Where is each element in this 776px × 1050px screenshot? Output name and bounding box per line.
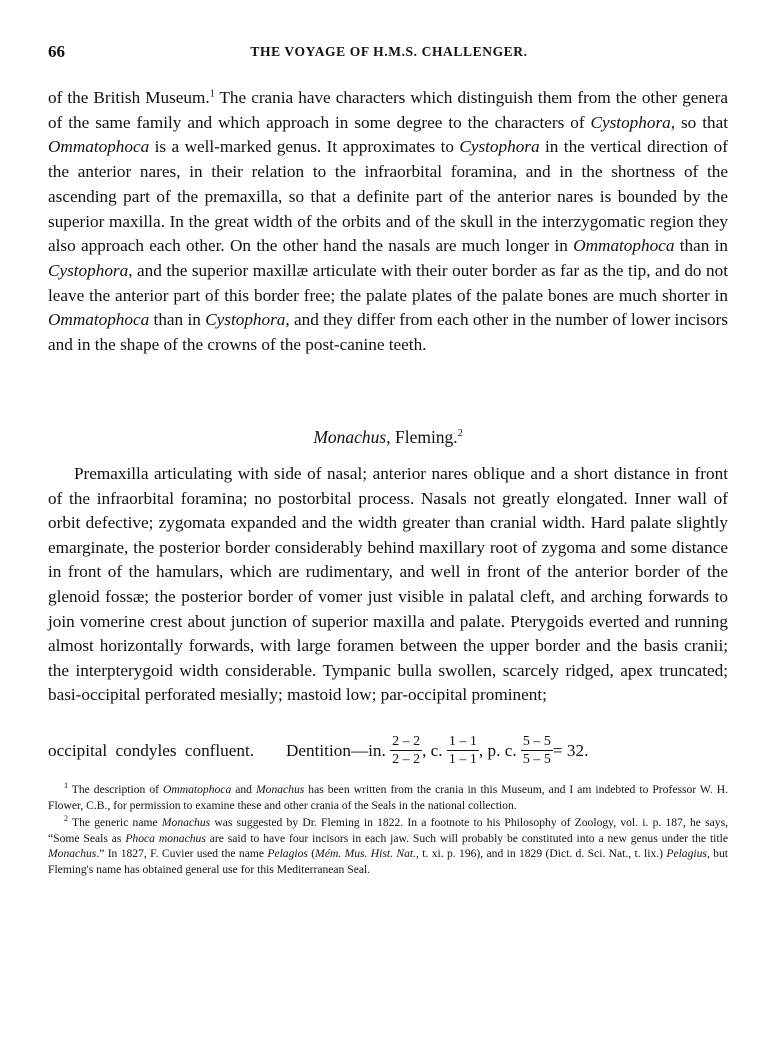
footnote-ref-1: 1 (209, 88, 215, 100)
text-run: ( (307, 847, 316, 861)
text-run: and (231, 783, 256, 796)
text-run: , and they differ from each other in the number of lower incisors and in the shape of the crowns of the post-canine teeth. (48, 310, 728, 355)
page-number: 66 (48, 42, 65, 61)
numerator: 2 – 2 (392, 734, 421, 749)
text-run: The description of (68, 783, 163, 796)
text-run: , but Fleming's name has obtained general use for this Mediterranean Seal. (48, 847, 728, 876)
genus-name: Monachus (161, 816, 211, 830)
text-run: of the British Museum. (48, 88, 210, 107)
paragraph-monachus-description: Premaxilla articulating with side of nasal; anterior nares oblique and a short distance in front of the infraorbital foramina; no postorbital process. Nasals not greatly elongated. Inner wall of orbit defective; zygomata expanded and the width greater than cranial width. Hard palate slightly emarginate, the posterior border considerably behind maxillary root of zygoma and some distance in front of the hamulars, which are rudimentary, and well in front of the anterior border of the glenoid fossæ; the posterior border of vomer just visible in palatal cleft, and arching forwards to join vomerine crest about junction of superior maxilla and palate. Pterygoids everted and running almost horizontally forwards, with large foramen between the upper border and the basis cranii; the interpterygoid width considerable. Tympanic bulla swollen, scarcely ridged, apex truncated; basi-occipital perforated mesially; mastoid low; par-occipital prominent; (48, 464, 728, 705)
text-run: are said to have four incisors in each jaw. Such will probably be constituted into a new genus under the title (205, 831, 728, 845)
citation-title: Mém. Mus. Hist. Nat. (315, 847, 417, 861)
genus-name: Ommatophoca (573, 236, 675, 256)
text-run: than in (149, 310, 206, 330)
dentition (286, 733, 588, 768)
species-name: Phoca monachus (125, 831, 206, 845)
footnote-2 (48, 815, 728, 877)
genus-name: Ommatophoca (162, 783, 232, 796)
footnotes (48, 782, 728, 880)
genus-name: Ommatophoca (48, 310, 150, 330)
text-run: has been written from the crania in this Museum, and I am indebted to Professor W. H. Flower, C.B., for permission to examine these and other crania of the Seals in the national collection. (48, 783, 728, 812)
genus-name: Cystophora (48, 260, 129, 280)
paragraph-ommatophoca (48, 86, 728, 358)
denominator: 2 – 2 (392, 752, 421, 767)
genus-name: Cystophora (205, 310, 286, 330)
text-run: was suggested by Dr. Fleming in 1822. In a footnote to his Philosophy of Zoology, vol. i. p. 187, he says, “Some Seals as (48, 816, 728, 845)
canine-fraction (447, 733, 479, 768)
dentition-label: Dentition—in. (286, 740, 386, 760)
genus-name: Cystophora (590, 112, 671, 132)
text-run: The generic name (68, 816, 162, 830)
genus-name: Pelagios (267, 847, 308, 861)
text-run: than in (674, 236, 728, 256)
formula-lead-text: occipital condyles confluent. (48, 741, 255, 760)
genus-heading: Monachus (313, 427, 387, 447)
footnote-mark: 1 (64, 781, 68, 791)
authority: , Fleming. (386, 427, 458, 447)
genus-name: Monachus (48, 847, 97, 861)
numerator: 1 – 1 (448, 734, 477, 749)
genus-name: Pelagius (666, 847, 707, 861)
canine-label: , c. (422, 740, 443, 760)
section-heading-monachus (0, 427, 776, 448)
numerator: 5 – 5 (522, 734, 551, 749)
running-header (48, 42, 730, 72)
text-run: , so that (670, 112, 729, 132)
denominator: 5 – 5 (522, 752, 551, 767)
text-run: is a well-marked genus. It approximates to (149, 137, 460, 157)
genus-name: Ommatophoca (48, 137, 150, 157)
text-run: The crania have characters which distinguish them from the other genera of the same family and which approach in some degree to the characters of (48, 88, 728, 132)
footnote-ref-2: 2 (457, 428, 463, 440)
dentition-total: = 32. (552, 740, 589, 760)
genus-name: Cystophora (459, 137, 540, 157)
dentition-formula (48, 733, 728, 773)
postcanine-fraction (521, 733, 553, 768)
footnote-1 (48, 782, 728, 813)
running-title: THE VOYAGE OF H.M.S. CHALLENGER. (250, 44, 528, 59)
postcanine-label: , p. c. (478, 740, 517, 760)
text-run: .” In 1827, F. Cuvier used the name (96, 847, 268, 861)
footnote-mark: 2 (64, 814, 68, 824)
text-run: , t. xi. p. 196), and in 1829 (Dict. d. Sci. Nat., t. lix.) (416, 847, 667, 861)
incisor-fraction (390, 733, 422, 768)
text-run: , and the superior maxillæ articulate with their outer border as far as the tip, and do not leave the anterior part of this border free; the palate plates of the palate bones are much shorter in (48, 260, 728, 305)
genus-name: Monachus (255, 783, 305, 796)
text-run: in the vertical direction of the anterior nares, in their relation to the infraorbital foramina, and in the shortness of the ascending part of the premaxilla, so that a definite part of the anterior nares is bounded by the superior maxilla. In the great width of the orbits and of the skull in the interzygomatic region they also approach each other. On the other hand the nasals are much longer in (48, 137, 728, 256)
denominator: 1 – 1 (448, 752, 477, 767)
